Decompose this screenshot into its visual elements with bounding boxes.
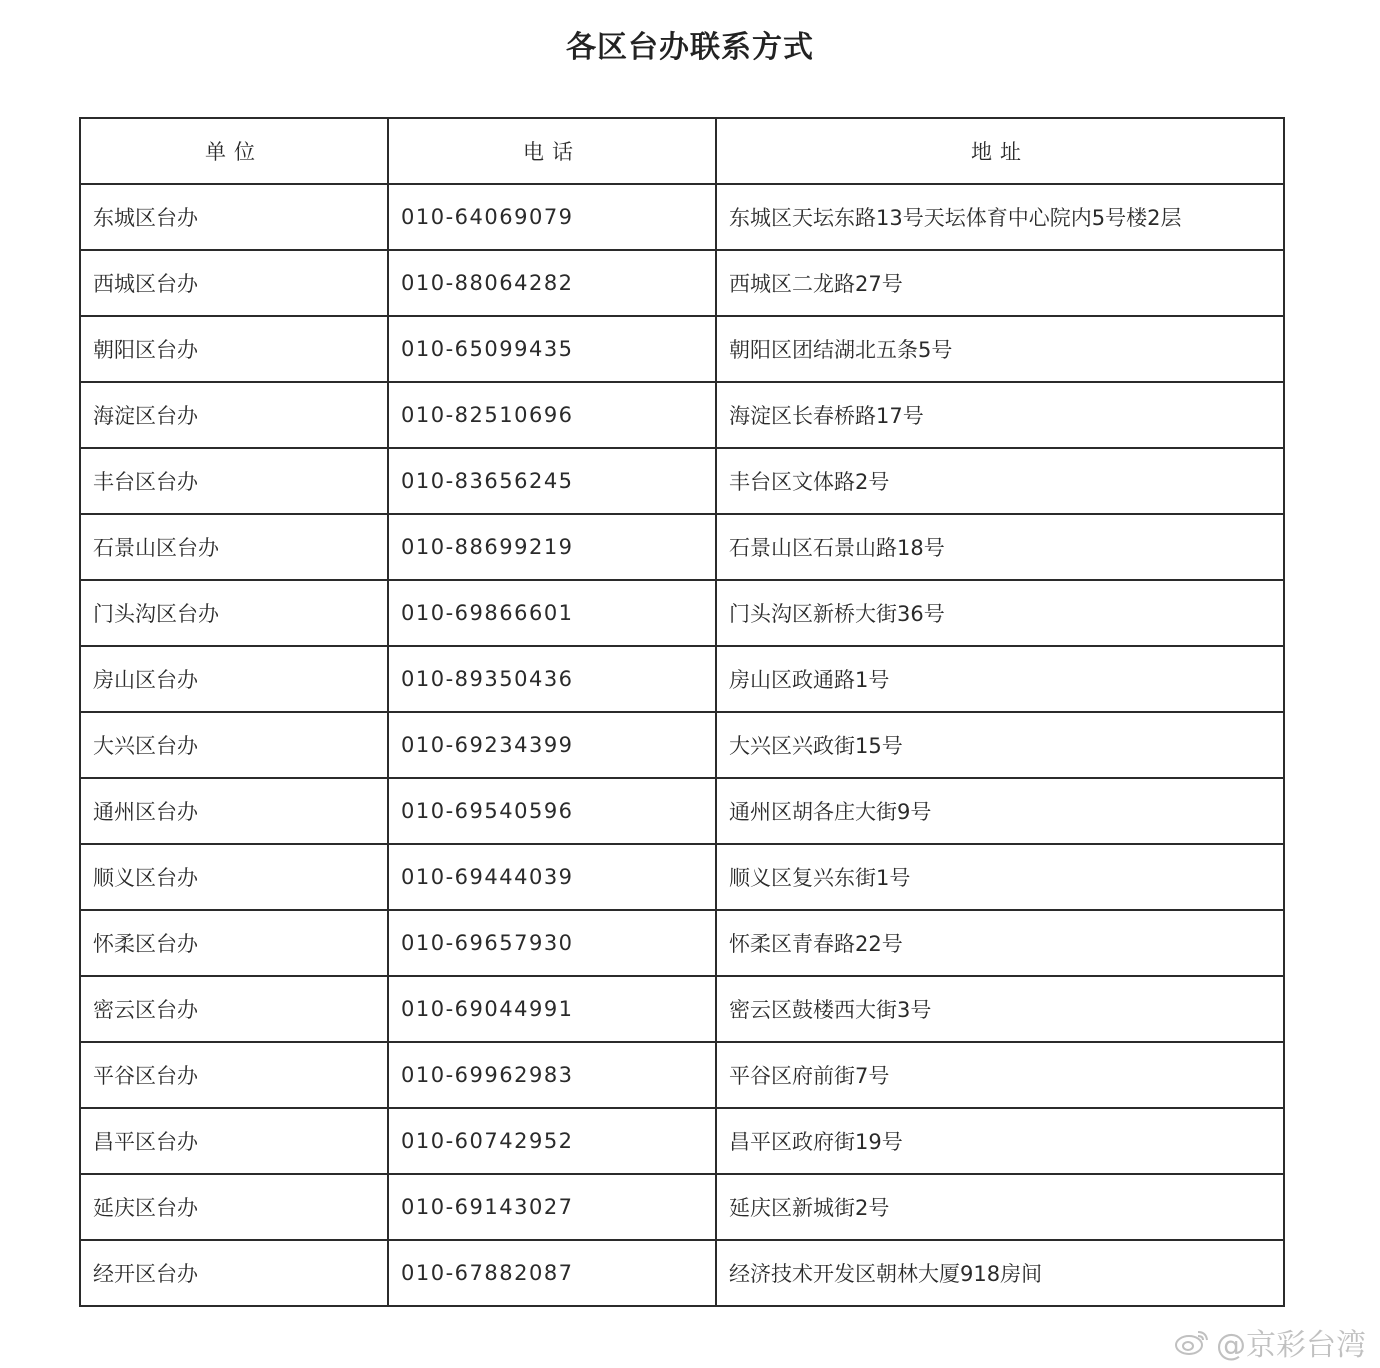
cell-address: 朝阳区团结湖北五条5号 xyxy=(716,316,1284,382)
header-unit: 单位 xyxy=(80,118,388,184)
cell-phone: 010-60742952 xyxy=(388,1108,716,1174)
table-header-row xyxy=(80,118,1284,184)
table-row xyxy=(80,1174,1284,1240)
table-row xyxy=(80,646,1284,712)
cell-address: 海淀区长春桥路17号 xyxy=(716,382,1284,448)
cell-unit: 经开区台办 xyxy=(80,1240,388,1306)
cell-unit: 顺义区台办 xyxy=(80,844,388,910)
cell-phone: 010-69657930 xyxy=(388,910,716,976)
table-row xyxy=(80,976,1284,1042)
cell-address: 门头沟区新桥大街36号 xyxy=(716,580,1284,646)
table-row xyxy=(80,712,1284,778)
header-phone: 电话 xyxy=(388,118,716,184)
cell-address: 石景山区石景山路18号 xyxy=(716,514,1284,580)
cell-unit: 石景山区台办 xyxy=(80,514,388,580)
cell-phone: 010-67882087 xyxy=(388,1240,716,1306)
table-row xyxy=(80,580,1284,646)
table-row xyxy=(80,910,1284,976)
cell-unit: 房山区台办 xyxy=(80,646,388,712)
cell-phone: 010-88699219 xyxy=(388,514,716,580)
table-row xyxy=(80,1108,1284,1174)
cell-address: 延庆区新城街2号 xyxy=(716,1174,1284,1240)
cell-address: 昌平区政府街19号 xyxy=(716,1108,1284,1174)
cell-address: 顺义区复兴东街1号 xyxy=(716,844,1284,910)
table-row xyxy=(80,514,1284,580)
table-row xyxy=(80,382,1284,448)
cell-address: 经济技术开发区朝林大厦918房间 xyxy=(716,1240,1284,1306)
table-row xyxy=(80,778,1284,844)
cell-phone: 010-69234399 xyxy=(388,712,716,778)
cell-phone: 010-82510696 xyxy=(388,382,716,448)
cell-address: 通州区胡各庄大街9号 xyxy=(716,778,1284,844)
contacts-table xyxy=(79,117,1285,1307)
cell-phone: 010-69866601 xyxy=(388,580,716,646)
page-title: 各区台办联系方式 xyxy=(566,30,814,65)
cell-address: 丰台区文体路2号 xyxy=(716,448,1284,514)
cell-phone: 010-69444039 xyxy=(388,844,716,910)
cell-unit: 平谷区台办 xyxy=(80,1042,388,1108)
table-row xyxy=(80,844,1284,910)
cell-address: 房山区政通路1号 xyxy=(716,646,1284,712)
cell-phone: 010-69540596 xyxy=(388,778,716,844)
cell-unit: 海淀区台办 xyxy=(80,382,388,448)
header-address: 地址 xyxy=(716,118,1284,184)
cell-unit: 东城区台办 xyxy=(80,184,388,250)
cell-phone: 010-69044991 xyxy=(388,976,716,1042)
cell-address: 东城区天坛东路13号天坛体育中心院内5号楼2层 xyxy=(716,184,1284,250)
weibo-icon xyxy=(1174,1328,1210,1356)
cell-phone: 010-69143027 xyxy=(388,1174,716,1240)
cell-phone: 010-88064282 xyxy=(388,250,716,316)
watermark-text: @京彩台湾 xyxy=(1216,1328,1366,1363)
table-row xyxy=(80,250,1284,316)
cell-phone: 010-89350436 xyxy=(388,646,716,712)
cell-unit: 门头沟区台办 xyxy=(80,580,388,646)
cell-unit: 怀柔区台办 xyxy=(80,910,388,976)
cell-unit: 通州区台办 xyxy=(80,778,388,844)
table-row xyxy=(80,316,1284,382)
cell-address: 平谷区府前街7号 xyxy=(716,1042,1284,1108)
table-row xyxy=(80,184,1284,250)
weibo-watermark xyxy=(1174,1320,1366,1364)
cell-unit: 昌平区台办 xyxy=(80,1108,388,1174)
table-row xyxy=(80,1240,1284,1306)
table-row xyxy=(80,1042,1284,1108)
cell-unit: 大兴区台办 xyxy=(80,712,388,778)
cell-unit: 丰台区台办 xyxy=(80,448,388,514)
table-row xyxy=(80,448,1284,514)
cell-address: 西城区二龙路27号 xyxy=(716,250,1284,316)
cell-unit: 西城区台办 xyxy=(80,250,388,316)
cell-address: 怀柔区青春路22号 xyxy=(716,910,1284,976)
cell-phone: 010-69962983 xyxy=(388,1042,716,1108)
cell-unit: 延庆区台办 xyxy=(80,1174,388,1240)
cell-unit: 朝阳区台办 xyxy=(80,316,388,382)
cell-phone: 010-64069079 xyxy=(388,184,716,250)
cell-phone: 010-65099435 xyxy=(388,316,716,382)
cell-address: 密云区鼓楼西大街3号 xyxy=(716,976,1284,1042)
cell-address: 大兴区兴政街15号 xyxy=(716,712,1284,778)
cell-phone: 010-83656245 xyxy=(388,448,716,514)
cell-unit: 密云区台办 xyxy=(80,976,388,1042)
